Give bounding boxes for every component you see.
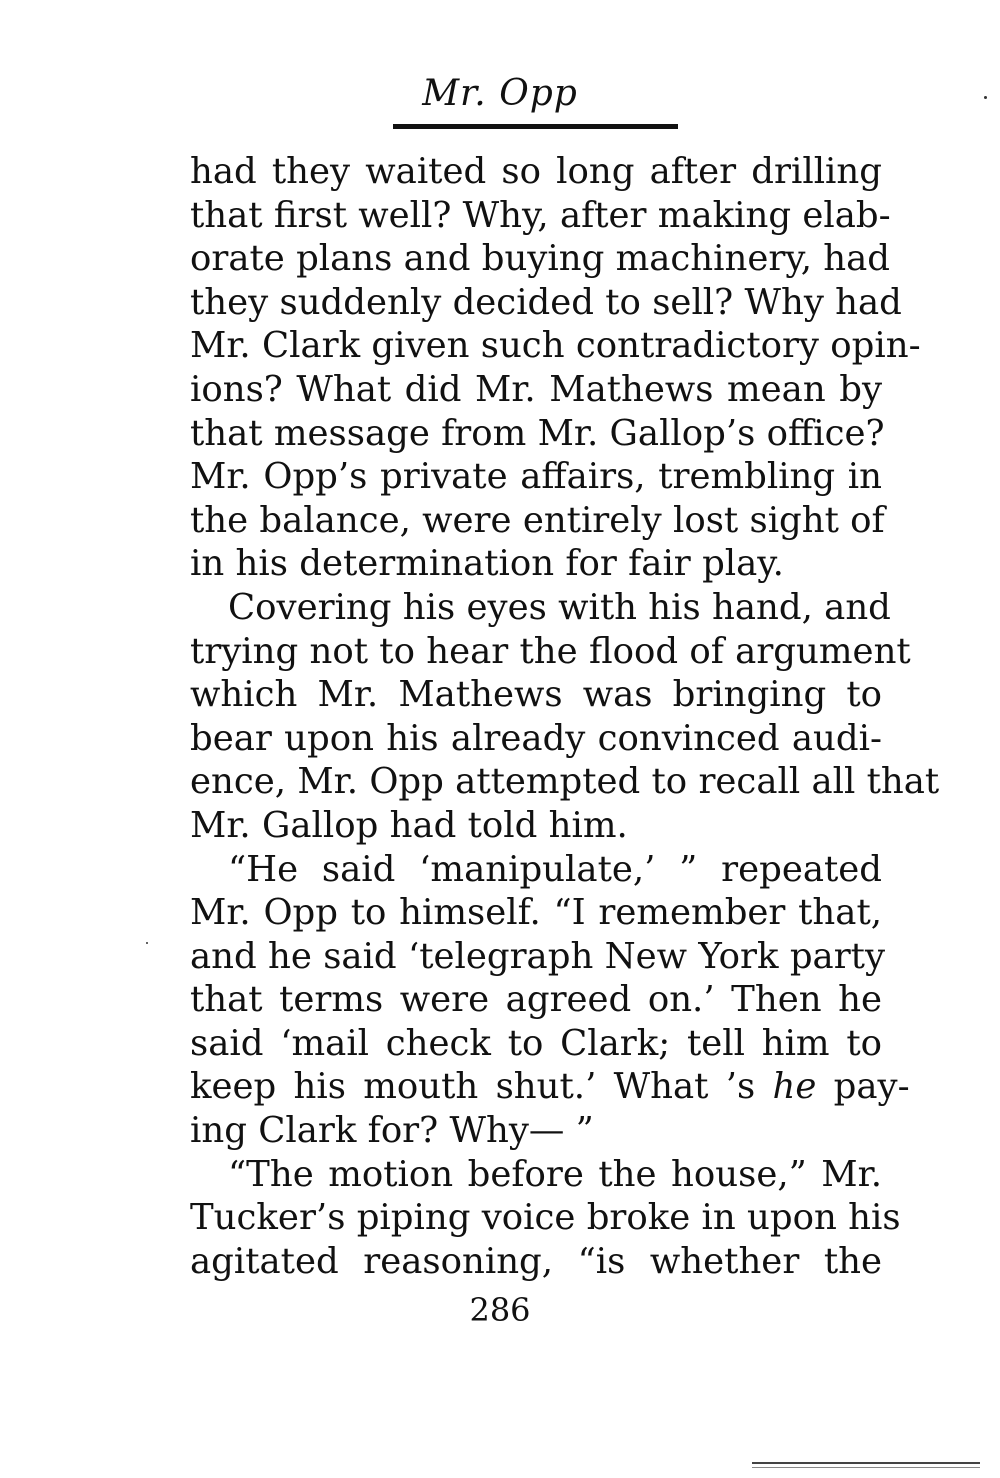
print-speck xyxy=(146,942,148,944)
text-line: ions? What did Mr. Mathews mean by xyxy=(190,368,882,410)
text-line xyxy=(190,1065,910,1109)
text-line: said ‘mail check to Clark; tell him to xyxy=(190,1022,882,1064)
text-line: Mr. Opp’s private affairs, trembling in xyxy=(190,456,882,498)
bottom-edge-rule xyxy=(752,1462,980,1464)
text-line: orate plans and buying machinery, had xyxy=(190,238,891,280)
italic-word: he xyxy=(772,1066,817,1108)
text-line: bear upon his already convinced audi- xyxy=(190,717,882,759)
text-line: had they waited so long after drilling xyxy=(190,151,882,192)
text-line: trying not to hear the flood of argument xyxy=(190,630,911,672)
text-line: ence, Mr. Opp attempted to recall all that xyxy=(190,761,940,803)
text-line: that terms were agreed on.’ Then he xyxy=(190,979,882,1021)
running-head: Mr. Opp xyxy=(422,73,578,114)
text-segment: pay- xyxy=(816,1066,910,1108)
text-segment: keep his mouth shut.’ What ’s xyxy=(190,1066,773,1108)
header-rule xyxy=(393,124,678,129)
text-line: the balance, were entirely lost sight of xyxy=(190,499,885,541)
text-line: agitated reasoning, “is whether the xyxy=(190,1240,882,1282)
page-number: 286 xyxy=(469,1291,531,1329)
text-line: Mr. Clark given such contradictory opin- xyxy=(190,325,921,367)
text-line: that first well? Why, after making elab- xyxy=(190,194,891,236)
text-line: Mr. Gallop had told him. xyxy=(190,804,628,846)
text-line: and he said ‘telegraph New York party xyxy=(190,935,886,977)
print-speck xyxy=(984,96,987,99)
text-line: Tucker’s piping voice broke in upon his xyxy=(190,1197,901,1239)
text-line: Mr. Opp to himself. “I remember that, xyxy=(190,892,882,934)
text-line: which Mr. Mathews was bringing to xyxy=(190,674,882,716)
text-line: they suddenly decided to sell? Why had xyxy=(190,281,902,323)
text-line: in his determination for fair play. xyxy=(190,543,784,585)
bottom-edge-rule xyxy=(752,1467,980,1468)
text-line: “He said ‘manipulate,’ ” repeated xyxy=(228,848,882,890)
text-line: “The motion before the house,” Mr. xyxy=(228,1153,882,1195)
body-text xyxy=(190,150,940,1283)
text-line: Covering his eyes with his hand, and xyxy=(228,586,891,628)
text-line: ing Clark for? Why— ” xyxy=(190,1110,594,1152)
text-line: that message from Mr. Gallop’s office? xyxy=(190,412,885,454)
